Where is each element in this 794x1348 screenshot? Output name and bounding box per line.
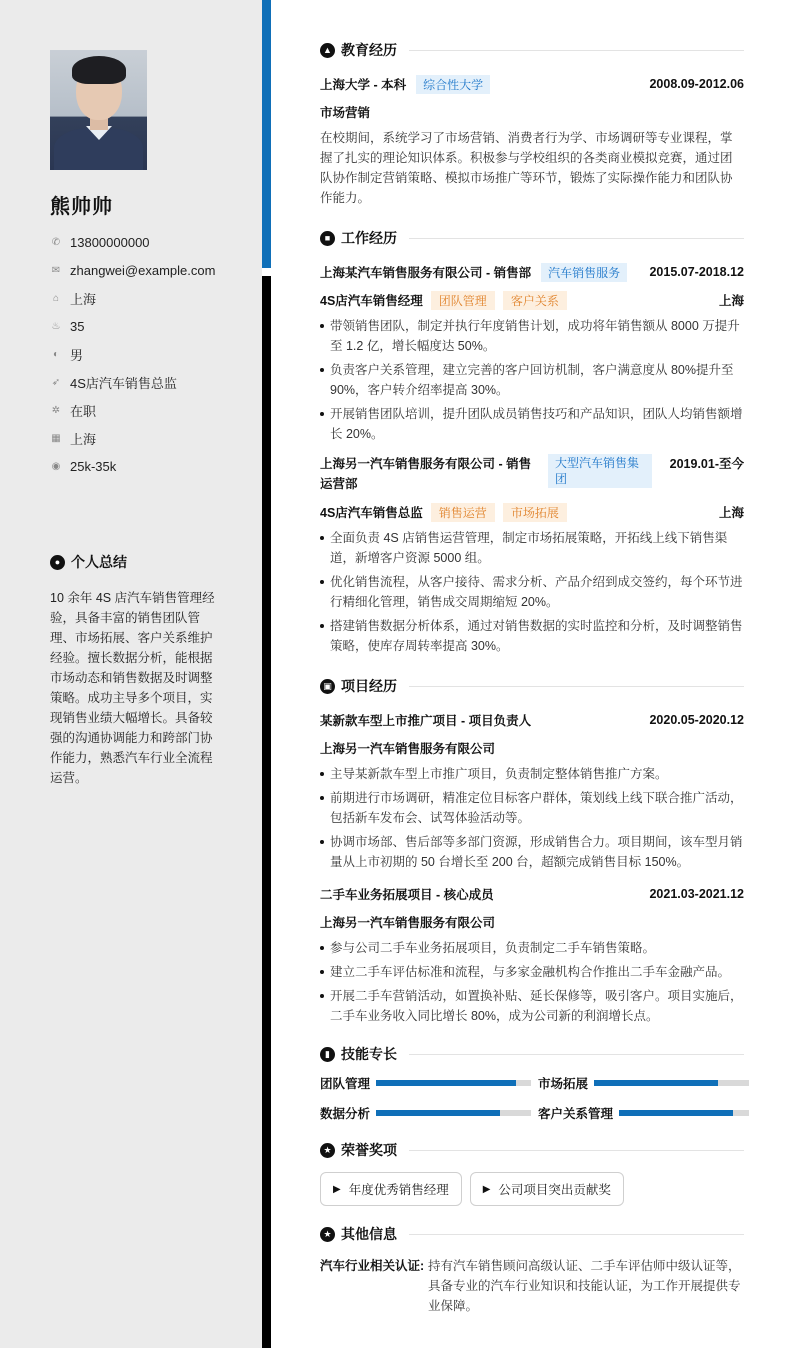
education-desc: 在校期间，系统学习了市场营销、消费者行为学、市场调研等专业课程，掌握了扎实的理论知识体系。积极参与学校组织的各类商业模拟竞赛，通过团队协作制定营销策略、模拟市场推广等环节，锻炼了实际操作能力和团队协作能力。 [320,131,733,205]
skill-bar [376,1110,531,1116]
job-header [320,454,744,494]
email-icon: ✉ [51,264,61,276]
divider [409,1234,744,1235]
accent-bar-blue [262,0,271,268]
list-item: 开展销售团队培训，提升团队成员销售技巧和产品知识，团队人均销售额增长 20%。 [320,404,744,444]
skill-bar [376,1080,531,1086]
job-tag: 大型汽车销售集团 [548,454,652,488]
project-company-row [320,908,744,936]
info-gender [50,340,215,368]
avatar [50,50,147,170]
skill-bar [594,1080,749,1086]
graduation-cap-icon: ▲ [320,43,335,58]
summary-text: 10 余年 4S 店汽车销售管理经验，具备丰富的销售团队管理、市场拓展、客户关系维护经验。擅长数据分析，能根据市场动态和销售数据及时调整策略。成功主导多个项目，实现销售业绩大幅增长。具备较强的沟通协调能力和跨部门协作能力，熟悉汽车行业全流程运营。 [50,591,215,785]
skill-item [320,1074,538,1092]
job-skill-tag: 客户关系 [503,291,567,310]
other-title: 其他信息 [341,1226,397,1242]
city-icon: ▦ [51,432,61,444]
skill-bar-fill [376,1110,500,1116]
award-label: 公司项目突出贡献奖 [498,1183,611,1197]
work-title: 工作经历 [341,230,397,246]
honors-title: 荣誉奖项 [341,1142,397,1158]
job-bullets [320,528,744,656]
project-name: 二手车业务拓展项目 - 核心成员 [320,888,494,902]
award-icon: ★ [320,1143,335,1158]
education-date: 2008.09-2012.06 [649,77,744,91]
projects-title: 项目经历 [341,678,397,694]
other-row [320,1256,744,1316]
job-date: 2015.07-2018.12 [649,265,744,279]
job-location: 上海 [718,506,744,520]
education-tag: 综合性大学 [416,75,490,94]
info-icon: ★ [320,1227,335,1242]
skill-name: 客户关系管理 [538,1107,614,1121]
project-bullets [320,938,744,1026]
honors-heading [320,1136,744,1164]
other-value: 持有汽车销售顾问高级认证、二手车评估师中级认证等，具备专业的汽车行业知识和技能认证，为工作开展提供专业保障。 [428,1259,741,1313]
other-label: 汽车行业相关认证: [320,1259,425,1273]
project-date: 2021.03-2021.12 [649,887,744,901]
divider [409,50,744,51]
other-heading [320,1220,744,1248]
summary-heading [50,552,127,572]
status-text: 在职 [70,403,97,419]
education-left [320,75,490,94]
job-location: 上海 [718,294,744,308]
phone-text: 13800000000 [70,234,150,250]
list-item: 带领销售团队，制定并执行年度销售计划，成功将年销售额从 8000 万提升至 1.2 亿，增长幅度达 50%。 [320,316,744,356]
bar-chart-icon: ▮ [320,1047,335,1062]
skill-item [538,1074,756,1092]
education-major-row [320,98,744,126]
project-company: 上海另一汽车销售服务有限公司 [320,916,496,930]
briefcase-icon: ■ [320,231,335,246]
info-home [50,284,215,312]
list-item: 建立二手车评估标准和流程，与多家金融机构合作推出二手车金融产品。 [320,962,744,982]
info-phone [50,228,215,256]
home-icon: ⌂ [52,292,60,304]
home-text: 上海 [70,291,97,307]
job-header-left [320,454,652,494]
awards-list [320,1172,744,1206]
job-bullets [320,316,744,444]
education-school: 上海大学 - 本科 [320,78,407,92]
skill-name: 市场拓展 [538,1077,589,1091]
salary-text: 25k-35k [70,458,117,474]
info-age [50,312,215,340]
job-position-row [320,286,744,314]
project-date: 2020.05-2020.12 [649,713,744,727]
user-icon: ● [50,555,65,570]
skills-grid [320,1074,744,1122]
project-company: 上海另一汽车销售服务有限公司 [320,742,496,756]
play-icon: ▶ [482,1183,491,1195]
divider [409,686,744,687]
list-item: 负责客户关系管理，建立完善的客户回访机制，客户满意度从 80%提升至 90%，客户转介绍率提高 30%。 [320,360,744,400]
list-item: 协调市场部、售后部等多部门资源，形成销售合力。项目期间，该车型月销量从上市初期的 50 台增长至 200 台，超额完成销售目标 150%。 [320,832,744,872]
list-item: 主导某新款车型上市推广项目，负责制定整体销售推广方案。 [320,764,744,784]
salary-icon: ◉ [51,460,61,472]
project-company-row [320,734,744,762]
profile-name: 熊帅帅 [50,196,113,218]
skill-item [538,1104,756,1122]
project-bullets [320,764,744,872]
city-text: 上海 [70,431,97,447]
job-position-left [320,503,567,522]
skills-title: 技能专长 [341,1046,397,1062]
summary-title: 个人总结 [71,554,127,570]
info-status [50,396,215,424]
info-salary [50,452,215,480]
age-text: 35 [70,318,85,334]
job-text: 4S店汽车销售总监 [70,375,177,391]
status-icon: ✲ [51,404,61,416]
list-item: 参与公司二手车业务拓展项目，负责制定二手车销售策略。 [320,938,744,958]
list-item: 前期进行市场调研，精准定位目标客户群体，策划线上线下联合推广活动，包括新车发布会、试驾体验活动等。 [320,788,744,828]
divider [409,1054,744,1055]
list-item: 开展二手车营销活动，如置换补贴、延长保修等，吸引客户。项目实施后，二手车业务收入同比增长 80%，成为公司新的利润增长点。 [320,986,744,1026]
info-email [50,256,215,284]
age-icon: ♨ [51,320,61,332]
job-position: 4S店汽车销售经理 [320,294,423,308]
project-header [320,880,744,908]
job-header-left [320,263,627,282]
grid-icon: ▣ [320,679,335,694]
gender-text: 男 [70,347,84,363]
skill-bar-fill [619,1110,733,1116]
job-company: 上海另一汽车销售服务有限公司 - 销售运营部 [320,457,532,491]
list-item: 优化销售流程，从客户接待、需求分析、产品介绍到成交签约，每个环节进行精细化管理，销售成交周期缩短 20%。 [320,572,744,612]
job-company: 上海某汽车销售服务有限公司 - 销售部 [320,266,532,280]
education-heading [320,36,744,64]
skill-bar-fill [376,1080,516,1086]
project-header [320,706,744,734]
job-skill-tag: 市场拓展 [503,503,567,522]
contact-info-list [50,228,215,480]
job-position-row [320,498,744,526]
skill-name: 团队管理 [320,1077,371,1091]
award-label: 年度优秀销售经理 [348,1183,449,1197]
job-icon: ➶ [51,376,61,388]
divider [409,238,744,239]
info-job [50,368,215,396]
work-heading [320,224,744,252]
skill-name: 数据分析 [320,1107,371,1121]
job-skill-tag: 销售运营 [431,503,495,522]
avatar-hair [72,56,126,84]
play-icon: ▶ [333,1183,341,1195]
project-entry [320,706,744,872]
email-text: zhangwei@example.com [70,262,216,278]
job-entry [320,258,744,444]
phone-icon: ✆ [51,236,61,248]
info-city [50,424,215,452]
main-content [320,36,744,1316]
project-entry [320,880,744,1026]
list-item: 全面负责 4S 店销售运营管理，制定市场拓展策略，开拓线上线下销售渠道，新增客户资源 5000 组。 [320,528,744,568]
gender-icon: ◐ [52,348,60,360]
skill-bar [619,1110,749,1116]
skill-bar-fill [594,1080,718,1086]
job-date: 2019.01-至今 [669,457,744,471]
list-item: 搭建销售数据分析体系，通过对销售数据的实时监控和分析，及时调整销售策略，使库存周转率提高 30%。 [320,616,744,656]
skill-item [320,1104,538,1122]
divider [409,1150,744,1151]
award-item [320,1172,462,1206]
education-major: 市场营销 [320,106,371,120]
job-tag: 汽车销售服务 [541,263,627,282]
projects-heading [320,672,744,700]
job-position-left [320,291,567,310]
job-position: 4S店汽车销售总监 [320,506,423,520]
job-header [320,258,744,286]
skills-heading [320,1040,744,1068]
job-skill-tag: 团队管理 [431,291,495,310]
project-name: 某新款车型上市推广项目 - 项目负责人 [320,714,532,728]
job-entry [320,454,744,656]
accent-bar-black [262,276,271,1348]
award-item [470,1172,624,1206]
education-title: 教育经历 [341,42,397,58]
education-row [320,70,744,98]
